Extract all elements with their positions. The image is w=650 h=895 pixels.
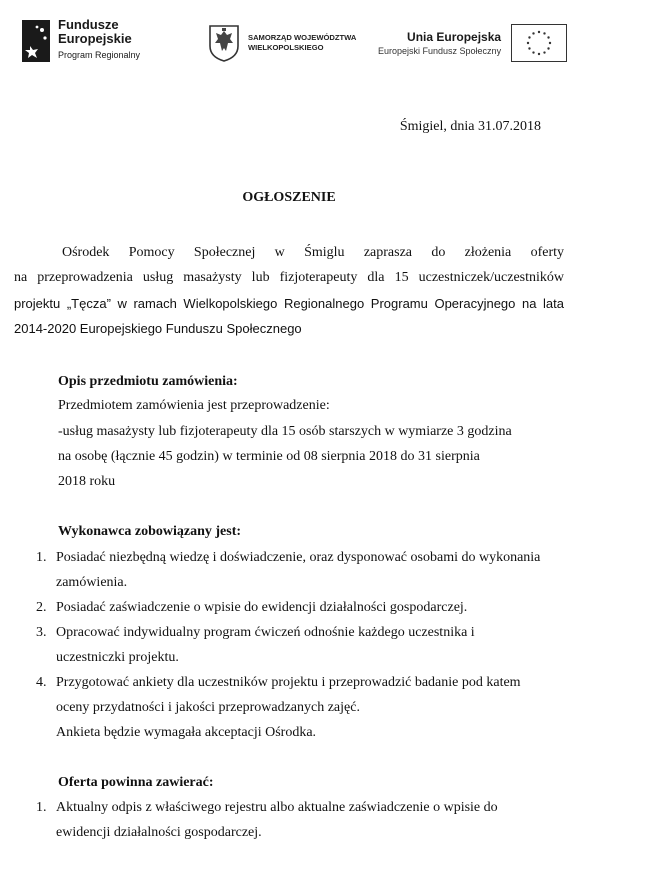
list-item	[10, 545, 590, 595]
eu-flag-star	[543, 51, 545, 53]
eagle-crest-icon	[208, 24, 240, 62]
fundusze-europejskie-logo	[22, 18, 140, 62]
eu-flag-star	[528, 36, 530, 38]
list-item-number: 2.	[36, 600, 47, 615]
date-line: Śmigiel, dnia 31.07.2018	[399, 119, 541, 134]
list-item-line: oceny przydatności i jakości przeprowadzanych zajęć.	[56, 700, 360, 715]
list-item-line: zamówienia.	[56, 575, 128, 590]
opis-line-2: -usług masażysty lub fizjoterapeuty dla 15 osób starszych w wymiarze 3 godzina	[58, 424, 512, 439]
list-item-line: Aktualny odpis z właściwego rejestru albo aktualne zaświadczenie o wpisie do	[56, 800, 498, 815]
list-item-line: Posiadać zaświadczenie o wpisie do ewidencji działalności gospodarczej.	[56, 600, 468, 615]
eu-flag-star	[549, 42, 551, 44]
ue-logo-line1: Unia Europejska	[407, 30, 502, 44]
oferta-section-title: Oferta powinna zawierać:	[58, 775, 214, 790]
wlkp-logo-line1: SAMORZĄD WOJEWÓDZTWA	[248, 33, 357, 42]
intro-line-3: projektu „Tęcza” w ramach Wielkopolskiego Regionalnego Programu Operacyjnego na lata	[14, 296, 564, 311]
eu-flag-star	[532, 51, 534, 53]
opis-line-4: 2018 roku	[58, 474, 116, 489]
list-item	[10, 670, 590, 745]
list-item-number: 3.	[36, 625, 47, 640]
opis-section-title: Opis przedmiotu zamówienia:	[58, 374, 238, 389]
unia-europejska-logo	[378, 24, 567, 62]
eu-flag-star	[538, 31, 540, 33]
opis-line-3: na osobę (łącznie 45 godzin) w terminie od 08 sierpnia 2018 do 31 sierpnia	[58, 449, 480, 464]
list-item-line: uczestniczki projektu.	[56, 650, 179, 665]
intro-line-2: na przeprowadzenia usług masażysty lub fizjoterapeuty dla 15 uczestniczek/uczestników	[14, 270, 564, 285]
eu-flag-star	[547, 36, 549, 38]
fe-logo-line1: Fundusze	[58, 17, 119, 32]
eu-flag-icon	[511, 24, 567, 62]
eu-flag-star	[543, 32, 545, 34]
list-item-line: Opracować indywidualny program ćwiczeń odnośnie każdego uczestnika i	[56, 625, 475, 640]
wykonawca-section-title: Wykonawca zobowiązany jest:	[58, 524, 242, 539]
list-item-line: Przygotować ankiety dla uczestników projektu i przeprowadzić badanie pod katem	[56, 675, 521, 690]
eu-flag-star	[547, 47, 549, 49]
list-item-line: ewidencji działalności gospodarczej.	[56, 825, 262, 840]
opis-line-1: Przedmiotem zamówienia jest przeprowadzenie:	[58, 398, 330, 413]
ue-logo-line2: Europejski Fundusz Społeczny	[378, 46, 502, 56]
intro-line-1: Ośrodek Pomocy Społecznej w Śmiglu zaprasza do złożenia oferty	[62, 245, 564, 260]
intro-line-4: 2014-2020 Europejskiego Funduszu Społecznego	[14, 321, 302, 336]
wlkp-logo-line2: WIELKOPOLSKIEGO	[248, 43, 324, 52]
list-item-line: Posiadać niezbędną wiedzę i doświadczenie, oraz dysponować osobami do wykonania	[56, 550, 541, 565]
list-item-number: 1.	[36, 550, 47, 565]
list-item	[10, 795, 590, 845]
page-title: OGŁOSZENIE	[242, 190, 336, 205]
eu-flag-star	[532, 32, 534, 34]
list-item	[10, 620, 590, 670]
eu-flag-star	[528, 47, 530, 49]
fe-logo-line2: Europejskie	[58, 31, 132, 46]
fe-logo-line3: Program Regionalny	[58, 50, 141, 60]
samorzad-wojewodztwa-logo	[208, 24, 356, 62]
list-item-number: 4.	[36, 675, 47, 690]
wykonawca-list	[10, 545, 590, 745]
fundusze-europejskie-star-icon	[22, 20, 50, 62]
oferta-list	[10, 795, 590, 845]
eu-flag-star	[527, 42, 529, 44]
list-item-line: Ankieta będzie wymagała akceptacji Ośrodka.	[56, 725, 317, 740]
eu-flag-star	[538, 53, 540, 55]
list-item	[10, 595, 590, 620]
list-item-number: 1.	[36, 800, 47, 815]
